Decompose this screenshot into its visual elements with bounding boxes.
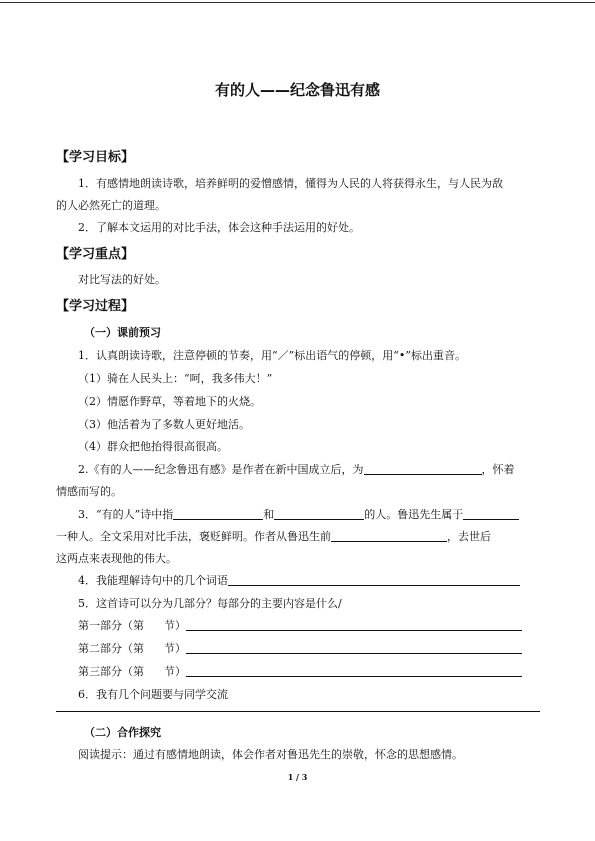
section-heading-goals: 【学习目标】: [56, 150, 135, 165]
part-row-3: [78, 663, 522, 679]
blank-field[interactable]: [331, 529, 447, 542]
question-2-prefix: 2.《有的人——纪念鲁迅有感》是作者在新中国成立后，为: [78, 463, 364, 476]
question-1-item-c: （3）他活着为了多数人更好地活。: [78, 418, 250, 431]
question-3-prefix: 3．“有的人”诗中指: [78, 508, 174, 521]
page-number: 1 / 3: [287, 772, 308, 782]
question-3-line-2-suffix: ，去世后: [447, 530, 491, 543]
part-row-label: 第一部分（第: [78, 619, 144, 632]
question-1-item-a: （1）骑在人民头上：“呵，我多伟大！”: [78, 372, 273, 385]
question-1-item-d: （4）群众把他抬得很高很高。: [78, 440, 228, 453]
part1-heading: （一）课前预习: [84, 326, 161, 339]
part-row-2: [78, 640, 522, 656]
question-2-suffix: ，怀着: [481, 463, 515, 476]
question-4: [78, 572, 520, 588]
blank-field[interactable]: [186, 664, 522, 677]
part-row-label: 第二部分（第: [78, 642, 144, 655]
question-6: 6．我有几个问题要与同学交流: [78, 688, 228, 701]
goal-item-1-line-1: 1．有感情地朗读诗歌，培养鲜明的爱憎感情，懂得为人民的人将获得永生，与人民为敌: [78, 177, 503, 190]
reading-hint: 阅读提示：通过有感情地朗读，体会作者对鲁迅先生的崇敬，怀念的思想感情。: [78, 748, 463, 761]
question-3-mid: 和: [263, 508, 275, 521]
answer-line[interactable]: [56, 711, 540, 712]
goal-item-2: 2．了解本文运用的对比手法，体会这种手法运用的好处。: [78, 221, 360, 234]
question-2-line-1: [78, 461, 515, 477]
question-3-suffix: 的人。鲁迅先生属于: [364, 508, 464, 521]
section-heading-process: 【学习过程】: [56, 299, 135, 314]
question-3-line-2: [56, 528, 491, 544]
section-heading-key-points: 【学习重点】: [56, 247, 135, 262]
part-row-label: 第三部分（第: [78, 665, 144, 678]
blank-field[interactable]: [173, 507, 263, 520]
blank-field[interactable]: [463, 507, 519, 520]
question-4-text: 4．我能理解诗句中的几个词语: [78, 574, 228, 587]
part-row-suffix: 节）: [164, 642, 186, 655]
question-2-line-2: 情感而写的。: [56, 485, 122, 498]
blank-field[interactable]: [186, 618, 522, 631]
question-3-line-1: [78, 506, 519, 522]
part-row-1: [78, 617, 522, 633]
blank-field[interactable]: [228, 573, 520, 586]
question-1: 1．认真朗读诗歌，注意停顿的节奏，用“／”标出语气的停顿，用“•”标出重音。: [78, 349, 466, 362]
question-3-line-2-prefix: 一种人。全文采用对比手法，褒贬鲜明。作者从鲁迅生前: [56, 530, 331, 543]
blank-field[interactable]: [186, 641, 522, 654]
part-row-suffix: 节）: [164, 665, 186, 678]
question-5: 5．这首诗可以分为几部分？每部分的主要内容是什么/: [78, 597, 342, 610]
part2-heading: （二）合作探究: [84, 726, 161, 739]
question-3-line-3: 这两点来表现他的伟大。: [56, 552, 177, 565]
goal-item-1-line-2: 的人必然死亡的道理。: [56, 199, 166, 212]
key-point-text: 对比写法的好处。: [78, 273, 166, 286]
question-1-item-b: （2）情愿作野草，等着地下的火烧。: [78, 395, 261, 408]
page-title: 有的人——纪念鲁迅有感: [214, 81, 380, 99]
header-rule: [0, 2, 595, 3]
blank-field[interactable]: [274, 507, 364, 520]
part-row-suffix: 节）: [164, 619, 186, 632]
blank-field[interactable]: [364, 462, 482, 475]
